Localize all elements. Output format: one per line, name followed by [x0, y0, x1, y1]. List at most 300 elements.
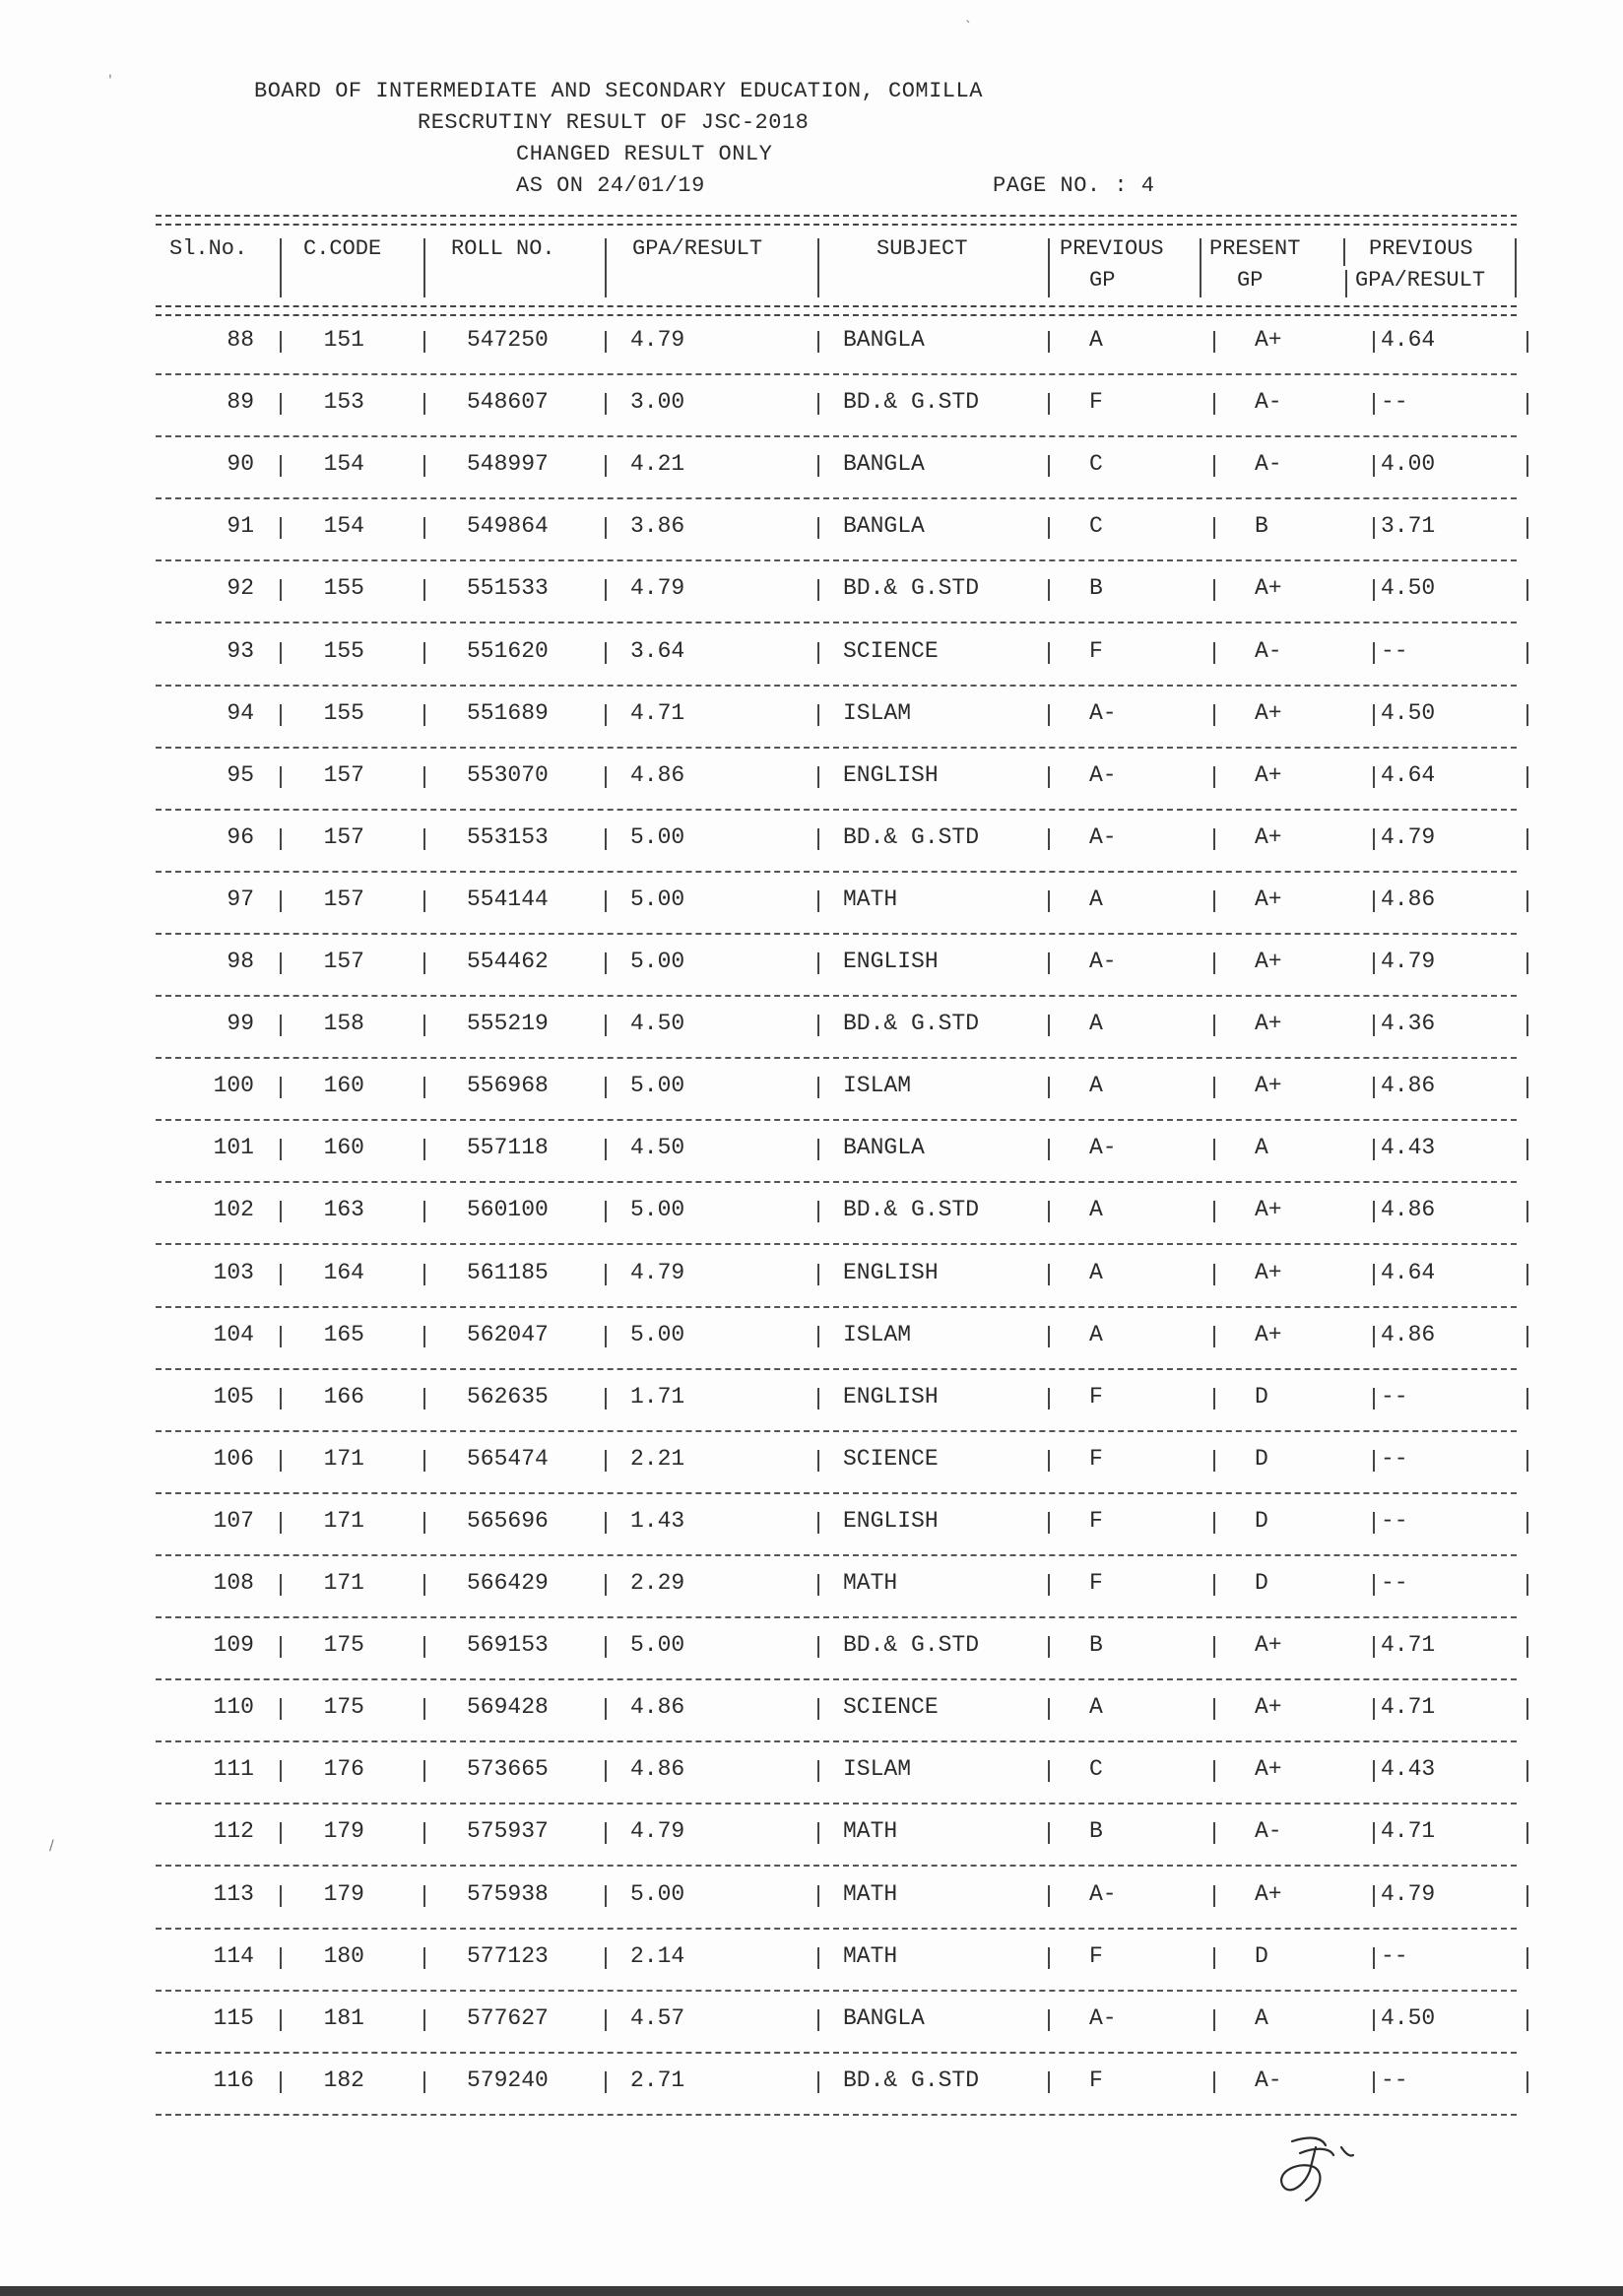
column-separator [1526, 890, 1528, 912]
present-gp: A+ [1255, 1321, 1282, 1347]
column-separator [605, 1574, 607, 1596]
serial-number: 94 [227, 699, 254, 726]
column-separator [1213, 1947, 1215, 1969]
center-code: 179 [323, 1818, 364, 1845]
column-separator [1213, 1822, 1215, 1844]
column-separator [1526, 393, 1528, 415]
previous-gp: A- [1089, 949, 1117, 974]
column-separator [280, 331, 282, 353]
column-separator [1048, 1326, 1050, 1347]
column-separator [1373, 2071, 1375, 2093]
column-separator [817, 1947, 819, 1969]
center-code: 171 [323, 1507, 364, 1534]
column-separator [1373, 1512, 1375, 1534]
previous-gpa-result: 4.71 [1381, 1632, 1436, 1659]
subject-name: SCIENCE [843, 1445, 939, 1472]
col-subject: SUBJECT [876, 236, 968, 261]
center-code: 171 [323, 1570, 364, 1596]
column-separator [605, 890, 607, 912]
subject-name: ENGLISH [843, 761, 939, 788]
column-separator [1526, 455, 1528, 477]
present-gp: A+ [1255, 1197, 1282, 1223]
column-separator [1213, 1326, 1215, 1347]
col-prev-gp-1: PREVIOUS [1060, 236, 1164, 261]
column-separator [1373, 1077, 1375, 1098]
column-separator [423, 1574, 425, 1596]
gpa-result: 2.71 [630, 2066, 685, 2093]
column-separator [817, 1885, 819, 1907]
previous-gp: F [1089, 389, 1103, 416]
previous-gpa-result: 4.71 [1381, 1818, 1436, 1845]
column-separator [605, 2071, 607, 2093]
previous-gp: F [1089, 1942, 1103, 1969]
roll-number: 569153 [467, 1632, 549, 1659]
previous-gpa-result: -- [1381, 637, 1408, 664]
subject-name: ENGLISH [843, 1507, 939, 1534]
roll-number: 549864 [467, 513, 549, 540]
subject-name: BD.& G.STD [843, 1197, 980, 1223]
column-separator [280, 766, 282, 788]
subject-name: MATH [843, 1942, 898, 1969]
previous-gp: F [1089, 1383, 1103, 1410]
previous-gpa-result: 4.43 [1381, 1756, 1436, 1783]
column-separator [1526, 1574, 1528, 1596]
column-separator [817, 642, 819, 664]
header-top-rule [156, 215, 1517, 226]
center-code: 171 [323, 1445, 364, 1472]
subject-name: ENGLISH [843, 949, 939, 974]
previous-gpa-result: 3.71 [1381, 513, 1436, 540]
column-separator [280, 1574, 282, 1596]
present-gp: A+ [1255, 949, 1282, 974]
serial-number: 111 [213, 1756, 254, 1783]
gpa-result: 4.79 [630, 575, 685, 602]
previous-gpa-result: 4.00 [1381, 451, 1436, 478]
previous-gpa-result: 4.50 [1381, 699, 1436, 726]
previous-gp: F [1089, 1507, 1103, 1534]
col-gpa: GPA/RESULT [632, 236, 763, 261]
column-separator [1048, 1574, 1050, 1596]
column-separator [1526, 1822, 1528, 1844]
gpa-result: 1.43 [630, 1507, 685, 1534]
present-gp: A- [1255, 1818, 1282, 1845]
gpa-result: 4.79 [630, 1259, 685, 1285]
column-separator [1526, 579, 1528, 601]
column-separator [605, 1698, 607, 1720]
column-separator [817, 2071, 819, 2093]
column-separator [1213, 1885, 1215, 1907]
gpa-result: 4.57 [630, 2004, 685, 2031]
column-separator [605, 1885, 607, 1907]
previous-gp: A [1089, 1073, 1103, 1099]
serial-number: 98 [227, 949, 254, 974]
column-separator [1526, 952, 1528, 974]
column-separator [1373, 1388, 1375, 1410]
center-code: 166 [323, 1383, 364, 1410]
column-separator [1213, 1077, 1215, 1098]
table-row [156, 749, 1517, 811]
col-prev-res-1: PREVIOUS [1369, 236, 1473, 261]
gpa-result: 5.00 [630, 1632, 685, 1659]
present-gp: A+ [1255, 1011, 1282, 1037]
column-separator [817, 331, 819, 353]
present-gp: A- [1255, 389, 1282, 416]
col-prev-gp-2: GP [1089, 268, 1116, 293]
subject-name: ISLAM [843, 1756, 912, 1783]
previous-gpa-result: 4.86 [1381, 1197, 1436, 1223]
serial-number: 106 [213, 1445, 254, 1472]
column-separator [817, 455, 819, 477]
gpa-result: 4.79 [630, 327, 685, 353]
column-separator [1213, 331, 1215, 353]
column-separator [1048, 2009, 1050, 2031]
column-separator [817, 952, 819, 974]
column-separator [1526, 1388, 1528, 1410]
column-separator [1526, 1885, 1528, 1907]
column-separator [605, 1450, 607, 1472]
previous-gp: F [1089, 2066, 1103, 2093]
table-row [156, 1742, 1517, 1804]
present-gp: B [1255, 513, 1268, 540]
previous-gp: A- [1089, 761, 1117, 788]
column-separator [1048, 1388, 1050, 1410]
column-separator [1373, 1450, 1375, 1472]
serial-number: 105 [213, 1383, 254, 1410]
column-separator [1048, 828, 1050, 850]
present-gp: A- [1255, 637, 1282, 664]
column-separator [817, 579, 819, 601]
column-separator [1373, 1326, 1375, 1347]
serial-number: 107 [213, 1507, 254, 1534]
column-separator [1048, 1698, 1050, 1720]
column-separator [423, 1450, 425, 1472]
previous-gp: F [1089, 1570, 1103, 1596]
column-separator [423, 1822, 425, 1844]
previous-gpa-result: -- [1381, 1570, 1408, 1596]
column-separator [817, 1512, 819, 1534]
table-row [156, 873, 1517, 935]
table-row [156, 1059, 1517, 1121]
column-separator [423, 1885, 425, 1907]
serial-number: 93 [227, 637, 254, 664]
column-separator [1526, 642, 1528, 664]
previous-gp: A- [1089, 2004, 1117, 2031]
roll-number: 577123 [467, 1942, 549, 1969]
column-separator [280, 1822, 282, 1844]
table-row [156, 1183, 1517, 1245]
column-separator [1048, 2071, 1050, 2093]
serial-number: 97 [227, 886, 254, 912]
column-separator [1526, 1201, 1528, 1222]
column-separator [1373, 1015, 1375, 1036]
roll-number: 548607 [467, 389, 549, 416]
center-code: 176 [323, 1756, 364, 1783]
col-pres-gp-1: PRESENT [1209, 236, 1301, 261]
center-code: 157 [323, 886, 364, 912]
column-separator [1213, 828, 1215, 850]
column-separator [1048, 1015, 1050, 1036]
column-separator [423, 579, 425, 601]
column-separator [817, 393, 819, 415]
header-separator [1515, 238, 1517, 297]
center-code: 175 [323, 1632, 364, 1659]
column-separator [1373, 1822, 1375, 1844]
column-separator [817, 766, 819, 788]
subject-name: BD.& G.STD [843, 823, 980, 850]
column-separator [605, 393, 607, 415]
column-separator [1213, 1760, 1215, 1782]
previous-gpa-result: 4.64 [1381, 1259, 1436, 1285]
column-separator [817, 1574, 819, 1596]
column-separator [423, 704, 425, 726]
previous-gp: A- [1089, 1135, 1117, 1161]
column-separator [280, 642, 282, 664]
previous-gpa-result: 4.43 [1381, 1135, 1436, 1161]
present-gp: A+ [1255, 823, 1282, 850]
column-separator [1213, 890, 1215, 912]
column-separator [1048, 1201, 1050, 1222]
column-separator [605, 2009, 607, 2031]
serial-number: 88 [227, 327, 254, 353]
serial-number: 96 [227, 823, 254, 850]
table-row [156, 1618, 1517, 1680]
previous-gpa-result: -- [1381, 389, 1408, 416]
column-separator [817, 1698, 819, 1720]
roll-number: 573665 [467, 1756, 549, 1783]
roll-number: 553070 [467, 761, 549, 788]
column-separator [605, 828, 607, 850]
gpa-result: 2.14 [630, 1942, 685, 1969]
row-divider [156, 2114, 1517, 2116]
column-separator [817, 1326, 819, 1347]
gpa-result: 5.00 [630, 1073, 685, 1099]
column-separator [1526, 2071, 1528, 2093]
table-row [156, 997, 1517, 1059]
gpa-result: 4.79 [630, 1818, 685, 1845]
center-code: 155 [323, 575, 364, 602]
column-separator [1373, 890, 1375, 912]
previous-gp: A- [1089, 823, 1117, 850]
roll-number: 562635 [467, 1383, 549, 1410]
column-separator [1048, 455, 1050, 477]
table-row [156, 375, 1517, 437]
previous-gp: A [1089, 1197, 1103, 1223]
center-code: 181 [323, 2004, 364, 2031]
column-separator [423, 1388, 425, 1410]
gpa-result: 3.00 [630, 389, 685, 416]
column-separator [1373, 1636, 1375, 1658]
present-gp: A- [1255, 2066, 1282, 2093]
table-row [156, 2054, 1517, 2116]
page-number: PAGE NO. : 4 [993, 173, 1155, 198]
column-separator [280, 1015, 282, 1036]
previous-gpa-result: -- [1381, 1383, 1408, 1410]
signature-mark [1270, 2128, 1359, 2216]
column-separator [280, 455, 282, 477]
column-separator [423, 455, 425, 477]
column-separator [1213, 1512, 1215, 1534]
serial-number: 102 [213, 1197, 254, 1223]
subject-name: ENGLISH [843, 1383, 939, 1410]
previous-gpa-result: -- [1381, 1445, 1408, 1472]
column-separator [1048, 1885, 1050, 1907]
column-separator [1373, 1885, 1375, 1907]
serial-number: 100 [213, 1073, 254, 1099]
scan-speck: ' [108, 73, 112, 89]
column-separator [1526, 331, 1528, 353]
subject-name: MATH [843, 886, 898, 912]
table-row [156, 1992, 1517, 2054]
roll-number: 565474 [467, 1445, 549, 1472]
column-separator [423, 1264, 425, 1285]
column-separator [1048, 766, 1050, 788]
column-separator [1213, 2009, 1215, 2031]
present-gp: A+ [1255, 1694, 1282, 1721]
column-separator [423, 828, 425, 850]
column-separator [1048, 393, 1050, 415]
table-row [156, 437, 1517, 499]
center-code: 157 [323, 823, 364, 850]
previous-gpa-result: 4.86 [1381, 886, 1436, 912]
column-separator [280, 1264, 282, 1285]
table-row [156, 1432, 1517, 1494]
roll-number: 575938 [467, 1880, 549, 1907]
column-separator [1213, 1636, 1215, 1658]
board-title: BOARD OF INTERMEDIATE AND SECONDARY EDUCATION, COMILLA [254, 79, 983, 103]
serial-number: 101 [213, 1135, 254, 1161]
column-separator [1048, 579, 1050, 601]
header-separator [817, 238, 819, 297]
table-row [156, 1556, 1517, 1618]
column-separator [423, 642, 425, 664]
column-separator [423, 890, 425, 912]
column-separator [423, 2071, 425, 2093]
column-separator [605, 1822, 607, 1844]
subject-name: BD.& G.STD [843, 1632, 980, 1659]
column-separator [1048, 1264, 1050, 1285]
previous-gpa-result: -- [1381, 1507, 1408, 1534]
column-separator [1213, 1139, 1215, 1160]
column-separator [423, 517, 425, 539]
column-separator [423, 2009, 425, 2031]
column-separator [1048, 331, 1050, 353]
column-separator [1373, 455, 1375, 477]
column-separator [817, 517, 819, 539]
column-separator [1048, 1760, 1050, 1782]
column-separator [423, 1512, 425, 1534]
column-separator [1526, 2009, 1528, 2031]
column-separator [1213, 1450, 1215, 1472]
gpa-result: 3.64 [630, 637, 685, 664]
column-separator [280, 890, 282, 912]
column-separator [1048, 642, 1050, 664]
subject-name: ISLAM [843, 1073, 912, 1099]
previous-gp: A [1089, 1011, 1103, 1037]
column-separator [1048, 952, 1050, 974]
column-separator [817, 1264, 819, 1285]
column-separator [423, 331, 425, 353]
column-separator [1373, 517, 1375, 539]
subject-name: MATH [843, 1818, 898, 1845]
column-separator [1373, 2009, 1375, 2031]
previous-gp: F [1089, 1445, 1103, 1472]
present-gp: A+ [1255, 699, 1282, 726]
gpa-result: 2.29 [630, 1570, 685, 1596]
column-separator [605, 642, 607, 664]
previous-gp: A [1089, 1259, 1103, 1285]
column-separator [605, 331, 607, 353]
header-separator [423, 238, 425, 297]
column-separator [1373, 1264, 1375, 1285]
table-row [156, 1868, 1517, 1930]
column-separator [1526, 1139, 1528, 1160]
column-separator [605, 579, 607, 601]
roll-number: 554462 [467, 949, 549, 974]
header-separator [1200, 238, 1201, 297]
table-row [156, 313, 1517, 375]
gpa-result: 4.21 [630, 451, 685, 478]
table-row [156, 687, 1517, 749]
column-separator [423, 952, 425, 974]
column-separator [280, 704, 282, 726]
gpa-result: 4.86 [630, 1756, 685, 1783]
center-code: 157 [323, 949, 364, 974]
subject-name: BANGLA [843, 513, 925, 540]
roll-number: 554144 [467, 886, 549, 912]
roll-number: 556968 [467, 1073, 549, 1099]
column-separator [1048, 1512, 1050, 1534]
previous-gp: A- [1089, 699, 1117, 726]
serial-number: 89 [227, 389, 254, 416]
table-row [156, 1308, 1517, 1370]
present-gp: D [1255, 1570, 1268, 1596]
column-separator [1213, 1698, 1215, 1720]
column-separator [280, 1450, 282, 1472]
previous-gpa-result: 4.86 [1381, 1073, 1436, 1099]
table-row [156, 935, 1517, 997]
column-separator [1526, 1077, 1528, 1098]
column-separator [423, 1326, 425, 1347]
column-separator [1373, 828, 1375, 850]
column-separator [1373, 766, 1375, 788]
previous-gp: F [1089, 637, 1103, 664]
serial-number: 113 [213, 1880, 254, 1907]
column-separator [423, 1636, 425, 1658]
column-separator [817, 1450, 819, 1472]
column-separator [1373, 1574, 1375, 1596]
center-code: 155 [323, 637, 364, 664]
subject-name: BD.& G.STD [843, 2066, 980, 2093]
subject-name: BANGLA [843, 1135, 925, 1161]
serial-number: 90 [227, 451, 254, 478]
roll-number: 561185 [467, 1259, 549, 1285]
center-code: 158 [323, 1011, 364, 1037]
previous-gpa-result: -- [1381, 2066, 1408, 2093]
column-separator [423, 1698, 425, 1720]
roll-number: 551689 [467, 699, 549, 726]
previous-gpa-result: 4.86 [1381, 1321, 1436, 1347]
previous-gpa-result: 4.79 [1381, 823, 1436, 850]
column-separator [1526, 1947, 1528, 1969]
gpa-result: 4.71 [630, 699, 685, 726]
column-separator [280, 828, 282, 850]
header-separator [605, 238, 607, 297]
column-separator [1213, 704, 1215, 726]
roll-number: 560100 [467, 1197, 549, 1223]
previous-gpa-result: 4.79 [1381, 949, 1436, 974]
present-gp: A+ [1255, 327, 1282, 353]
table-row [156, 561, 1517, 623]
